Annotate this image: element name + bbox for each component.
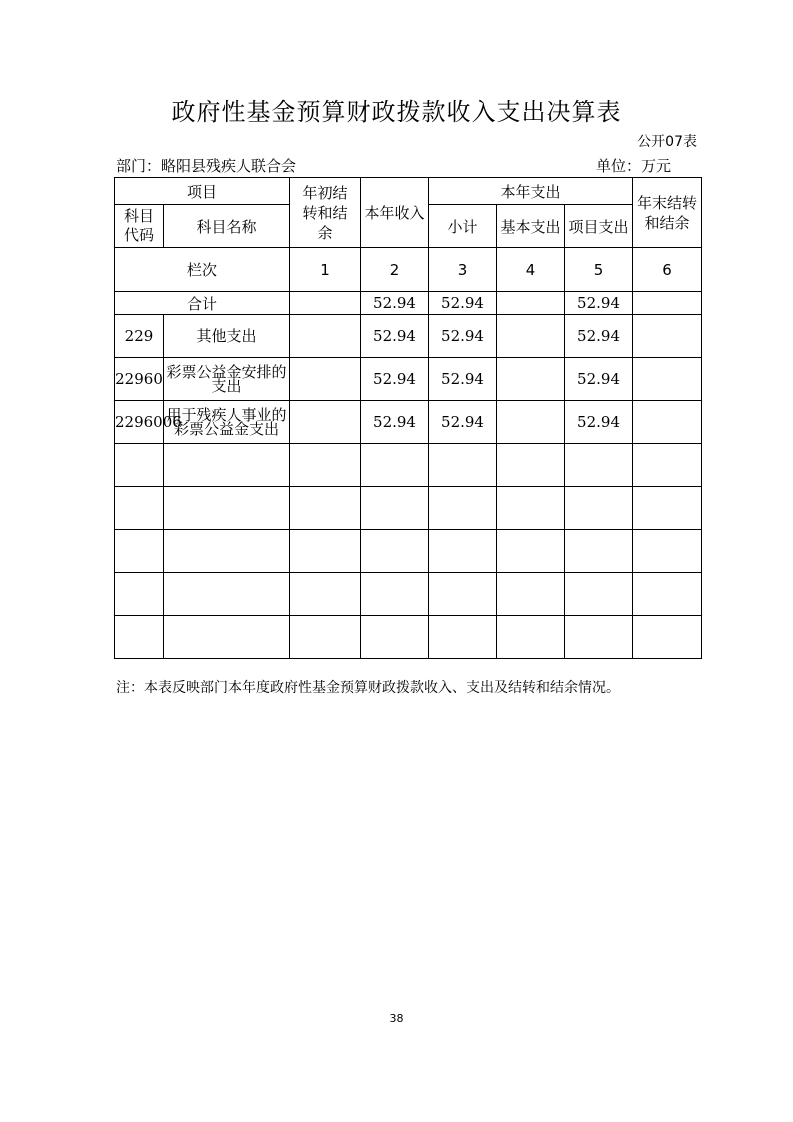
- row-project: [565, 530, 633, 573]
- row-project: [565, 616, 633, 659]
- row-subtotal: [429, 487, 497, 530]
- row-name: 其他支出: [164, 315, 290, 358]
- row-income: [361, 573, 429, 616]
- row-carry-begin: [290, 401, 361, 444]
- column-index: 6: [633, 248, 702, 292]
- header-row-1: [115, 178, 702, 205]
- row-basic: [497, 530, 565, 573]
- row-project: 52.94: [565, 358, 633, 401]
- row-carry-begin: [290, 530, 361, 573]
- row-code: 22960: [115, 358, 164, 401]
- total-row: [115, 292, 702, 315]
- header-code: 科目代码: [115, 205, 164, 248]
- row-basic: [497, 573, 565, 616]
- row-basic: [497, 401, 565, 444]
- row-carry-end: [633, 487, 702, 530]
- data-rows: [115, 315, 702, 659]
- header-item: 项目: [115, 178, 290, 205]
- row-name: 用于残疾人事业的彩票公益金支出: [164, 401, 290, 444]
- form-number: 公开07表: [637, 134, 697, 150]
- row-carry-end: [633, 616, 702, 659]
- column-index: 4: [497, 248, 565, 292]
- row-basic: [497, 315, 565, 358]
- header-project: 项目支出: [565, 205, 633, 248]
- row-project: [565, 487, 633, 530]
- row-project: 52.94: [565, 315, 633, 358]
- header-name: 科目名称: [164, 205, 290, 248]
- page-title: 政府性基金预算财政拨款收入支出决算表: [171, 98, 622, 126]
- header-expense-group: 本年支出: [429, 178, 633, 205]
- table-row: [115, 573, 702, 616]
- header-income: 本年收入: [361, 178, 429, 248]
- row-carry-begin: [290, 315, 361, 358]
- total-project: 52.94: [565, 292, 633, 315]
- row-project: 52.94: [565, 401, 633, 444]
- row-code: 229: [115, 315, 164, 358]
- row-carry-end: [633, 444, 702, 487]
- column-index: 5: [565, 248, 633, 292]
- row-code: [115, 444, 164, 487]
- row-carry-begin: [290, 444, 361, 487]
- total-subtotal: 52.94: [429, 292, 497, 315]
- column-index-label: 栏次: [115, 248, 290, 292]
- row-subtotal: [429, 444, 497, 487]
- table-row: [115, 444, 702, 487]
- row-income: [361, 444, 429, 487]
- row-code: 2296006: [115, 401, 164, 444]
- row-name: [164, 573, 290, 616]
- header-basic: 基本支出: [497, 205, 565, 248]
- row-income: [361, 530, 429, 573]
- total-income: 52.94: [361, 292, 429, 315]
- department-label: 部门：略阳县残疾人联合会: [116, 157, 297, 175]
- row-carry-end: [633, 401, 702, 444]
- row-code: [115, 616, 164, 659]
- budget-table: [114, 177, 702, 659]
- column-index-row: [115, 248, 702, 292]
- footnote: 注：本表反映部门本年度政府性基金预算财政拨款收入、支出及结转和结余情况。: [116, 680, 620, 696]
- row-code: [115, 530, 164, 573]
- row-project: [565, 573, 633, 616]
- row-subtotal: [429, 616, 497, 659]
- total-basic: [497, 292, 565, 315]
- row-name: [164, 530, 290, 573]
- table-row: [115, 616, 702, 659]
- unit-label: 单位：万元: [596, 157, 672, 175]
- row-income: [361, 487, 429, 530]
- row-basic: [497, 358, 565, 401]
- header-carry-end: 年末结转和结余: [633, 178, 702, 248]
- table-row: [115, 487, 702, 530]
- row-subtotal: 52.94: [429, 315, 497, 358]
- table-row: [115, 401, 702, 444]
- row-carry-begin: [290, 573, 361, 616]
- row-carry-end: [633, 573, 702, 616]
- page-number: 38: [389, 1012, 404, 1025]
- header-carry-begin: 年初结转和结余: [290, 178, 361, 248]
- row-project: [565, 444, 633, 487]
- row-income: [361, 616, 429, 659]
- column-index: 3: [429, 248, 497, 292]
- column-index: 1: [290, 248, 361, 292]
- header-subtotal: 小计: [429, 205, 497, 248]
- row-basic: [497, 487, 565, 530]
- row-subtotal: [429, 530, 497, 573]
- row-income: 52.94: [361, 358, 429, 401]
- row-subtotal: 52.94: [429, 358, 497, 401]
- row-name: 彩票公益金安排的支出: [164, 358, 290, 401]
- row-carry-end: [633, 358, 702, 401]
- row-carry-begin: [290, 616, 361, 659]
- row-subtotal: [429, 573, 497, 616]
- row-subtotal: 52.94: [429, 401, 497, 444]
- row-basic: [497, 444, 565, 487]
- row-income: 52.94: [361, 315, 429, 358]
- total-carry-begin: [290, 292, 361, 315]
- row-name: [164, 487, 290, 530]
- row-code: [115, 573, 164, 616]
- row-name: [164, 444, 290, 487]
- row-carry-begin: [290, 358, 361, 401]
- table-row: [115, 315, 702, 358]
- row-code: [115, 487, 164, 530]
- row-name: [164, 616, 290, 659]
- row-carry-end: [633, 315, 702, 358]
- row-income: 52.94: [361, 401, 429, 444]
- table-row: [115, 530, 702, 573]
- row-basic: [497, 616, 565, 659]
- column-index: 2: [361, 248, 429, 292]
- total-carry-end: [633, 292, 702, 315]
- table-row: [115, 358, 702, 401]
- total-label: 合计: [115, 292, 290, 315]
- row-carry-begin: [290, 487, 361, 530]
- row-carry-end: [633, 530, 702, 573]
